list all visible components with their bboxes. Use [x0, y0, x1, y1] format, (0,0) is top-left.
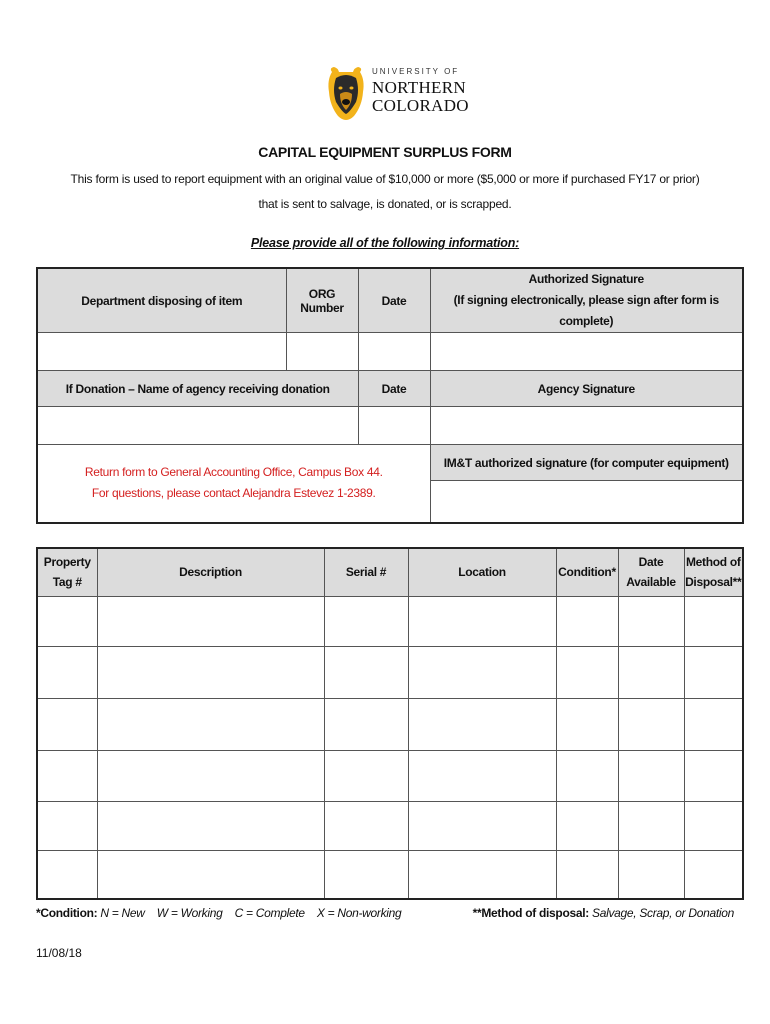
- method-of-disposal-cell[interactable]: [684, 596, 743, 646]
- equipment-row: [37, 698, 743, 750]
- disposal-legend-label: **Method of disposal:: [472, 906, 589, 920]
- method-of-disposal-cell[interactable]: [684, 646, 743, 698]
- logo-line-3: COLORADO: [372, 96, 469, 115]
- description-cell[interactable]: [97, 801, 324, 850]
- condition-cell[interactable]: [556, 698, 618, 750]
- form-revision-date: 11/08/18: [36, 946, 82, 960]
- equipment-row: [37, 850, 743, 899]
- location-cell[interactable]: [408, 750, 556, 801]
- method-header-line-1: Method of: [685, 555, 741, 570]
- description-cell[interactable]: [97, 596, 324, 646]
- condition-header: Condition*: [556, 548, 618, 596]
- serial-header: Serial #: [324, 548, 408, 596]
- condition-cell[interactable]: [556, 646, 618, 698]
- location-cell[interactable]: [408, 698, 556, 750]
- date-available-cell[interactable]: [618, 698, 684, 750]
- donation-agency-header: If Donation – Name of agency receiving donation: [37, 371, 358, 407]
- description-cell[interactable]: [97, 750, 324, 801]
- authorized-signature-header: [430, 268, 743, 333]
- instruction-heading: Please provide all of the following information:: [250, 236, 520, 250]
- date-available-header-line-2: Available: [626, 575, 676, 590]
- location-header: Location: [408, 548, 556, 596]
- condition-legend-values: N = New W = Working C = Complete X = Non-working: [97, 906, 402, 920]
- description-header: Description: [97, 548, 324, 596]
- return-line-1: Return form to General Accounting Office, Campus Box 44.: [84, 465, 383, 480]
- condition-legend-label: *Condition:: [36, 906, 98, 920]
- location-cell[interactable]: [408, 850, 556, 899]
- serial-cell[interactable]: [324, 596, 408, 646]
- equipment-table: [36, 547, 744, 900]
- agency-signature-header: Agency Signature: [430, 371, 743, 407]
- property-tag-cell[interactable]: [37, 750, 97, 801]
- equipment-rows: [37, 596, 743, 899]
- donation-date-field[interactable]: [358, 407, 430, 445]
- date-field[interactable]: [358, 333, 430, 371]
- logo-line-2: NORTHERN: [372, 78, 466, 97]
- form-title: CAPITAL EQUIPMENT SURPLUS FORM: [258, 144, 512, 160]
- description-cell[interactable]: [97, 646, 324, 698]
- date-header: Date: [358, 268, 430, 333]
- auth-sig-line-2: (If signing electronically, please sign after form is complete): [453, 293, 719, 328]
- condition-legend: [36, 906, 401, 920]
- serial-cell[interactable]: [324, 801, 408, 850]
- info-table: [36, 267, 744, 524]
- equipment-row: [37, 646, 743, 698]
- equipment-row: [37, 750, 743, 801]
- equipment-row: [37, 596, 743, 646]
- university-logo: [326, 66, 469, 124]
- property-tag-cell[interactable]: [37, 850, 97, 899]
- org-number-field[interactable]: [286, 333, 358, 371]
- date-available-cell[interactable]: [618, 850, 684, 899]
- intro-line-1: This form is used to report equipment with an original value of $10,000 or more ($5,000 or more if purchased FY17 or prior): [70, 172, 700, 186]
- auth-sig-line-1: Authorized Signature: [528, 272, 644, 286]
- method-header-line-2: Disposal**: [685, 575, 742, 590]
- imt-signature-field[interactable]: [430, 481, 743, 523]
- serial-cell[interactable]: [324, 698, 408, 750]
- condition-cell[interactable]: [556, 850, 618, 899]
- method-of-disposal-cell[interactable]: [684, 850, 743, 899]
- location-cell[interactable]: [408, 596, 556, 646]
- dept-header: Department disposing of item: [37, 268, 286, 333]
- equipment-header-row: [37, 548, 743, 596]
- location-cell[interactable]: [408, 801, 556, 850]
- condition-cell[interactable]: [556, 801, 618, 850]
- equipment-row: [37, 801, 743, 850]
- property-tag-cell[interactable]: [37, 698, 97, 750]
- method-of-disposal-cell[interactable]: [684, 801, 743, 850]
- org-number-header: ORG Number: [286, 268, 358, 333]
- serial-cell[interactable]: [324, 750, 408, 801]
- imt-signature-header: IM&T authorized signature (for computer equipment): [430, 445, 743, 481]
- logo-line-1: UNIVERSITY OF: [372, 67, 460, 76]
- return-instructions: [37, 445, 430, 523]
- method-of-disposal-header: [684, 548, 743, 596]
- condition-cell[interactable]: [556, 750, 618, 801]
- serial-cell[interactable]: [324, 646, 408, 698]
- disposal-legend-values: Salvage, Scrap, or Donation: [588, 906, 734, 920]
- date-available-cell[interactable]: [618, 646, 684, 698]
- property-tag-cell[interactable]: [37, 596, 97, 646]
- description-cell[interactable]: [97, 850, 324, 899]
- intro-line-2: that is sent to salvage, is donated, or is scrapped.: [258, 197, 512, 211]
- donation-date-header: Date: [358, 371, 430, 407]
- condition-cell[interactable]: [556, 596, 618, 646]
- property-tag-cell[interactable]: [37, 801, 97, 850]
- date-available-header-line-1: Date: [638, 555, 664, 570]
- property-tag-cell[interactable]: [37, 646, 97, 698]
- date-available-header: [618, 548, 684, 596]
- method-of-disposal-cell[interactable]: [684, 750, 743, 801]
- dept-field[interactable]: [37, 333, 286, 371]
- return-line-2: For questions, please contact Alejandra Estevez 1-2389.: [91, 486, 376, 501]
- agency-signature-field[interactable]: [430, 407, 743, 445]
- date-available-cell[interactable]: [618, 596, 684, 646]
- bear-icon: [326, 66, 366, 124]
- method-of-disposal-cell[interactable]: [684, 698, 743, 750]
- serial-cell[interactable]: [324, 850, 408, 899]
- location-cell[interactable]: [408, 646, 556, 698]
- donation-agency-field[interactable]: [37, 407, 358, 445]
- date-available-cell[interactable]: [618, 801, 684, 850]
- description-cell[interactable]: [97, 698, 324, 750]
- disposal-legend: [473, 906, 734, 920]
- property-tag-header-line-1: Property: [43, 555, 91, 570]
- property-tag-header: [37, 548, 97, 596]
- property-tag-header-line-2: Tag #: [52, 575, 82, 590]
- date-available-cell[interactable]: [618, 750, 684, 801]
- authorized-signature-field[interactable]: [430, 333, 743, 371]
